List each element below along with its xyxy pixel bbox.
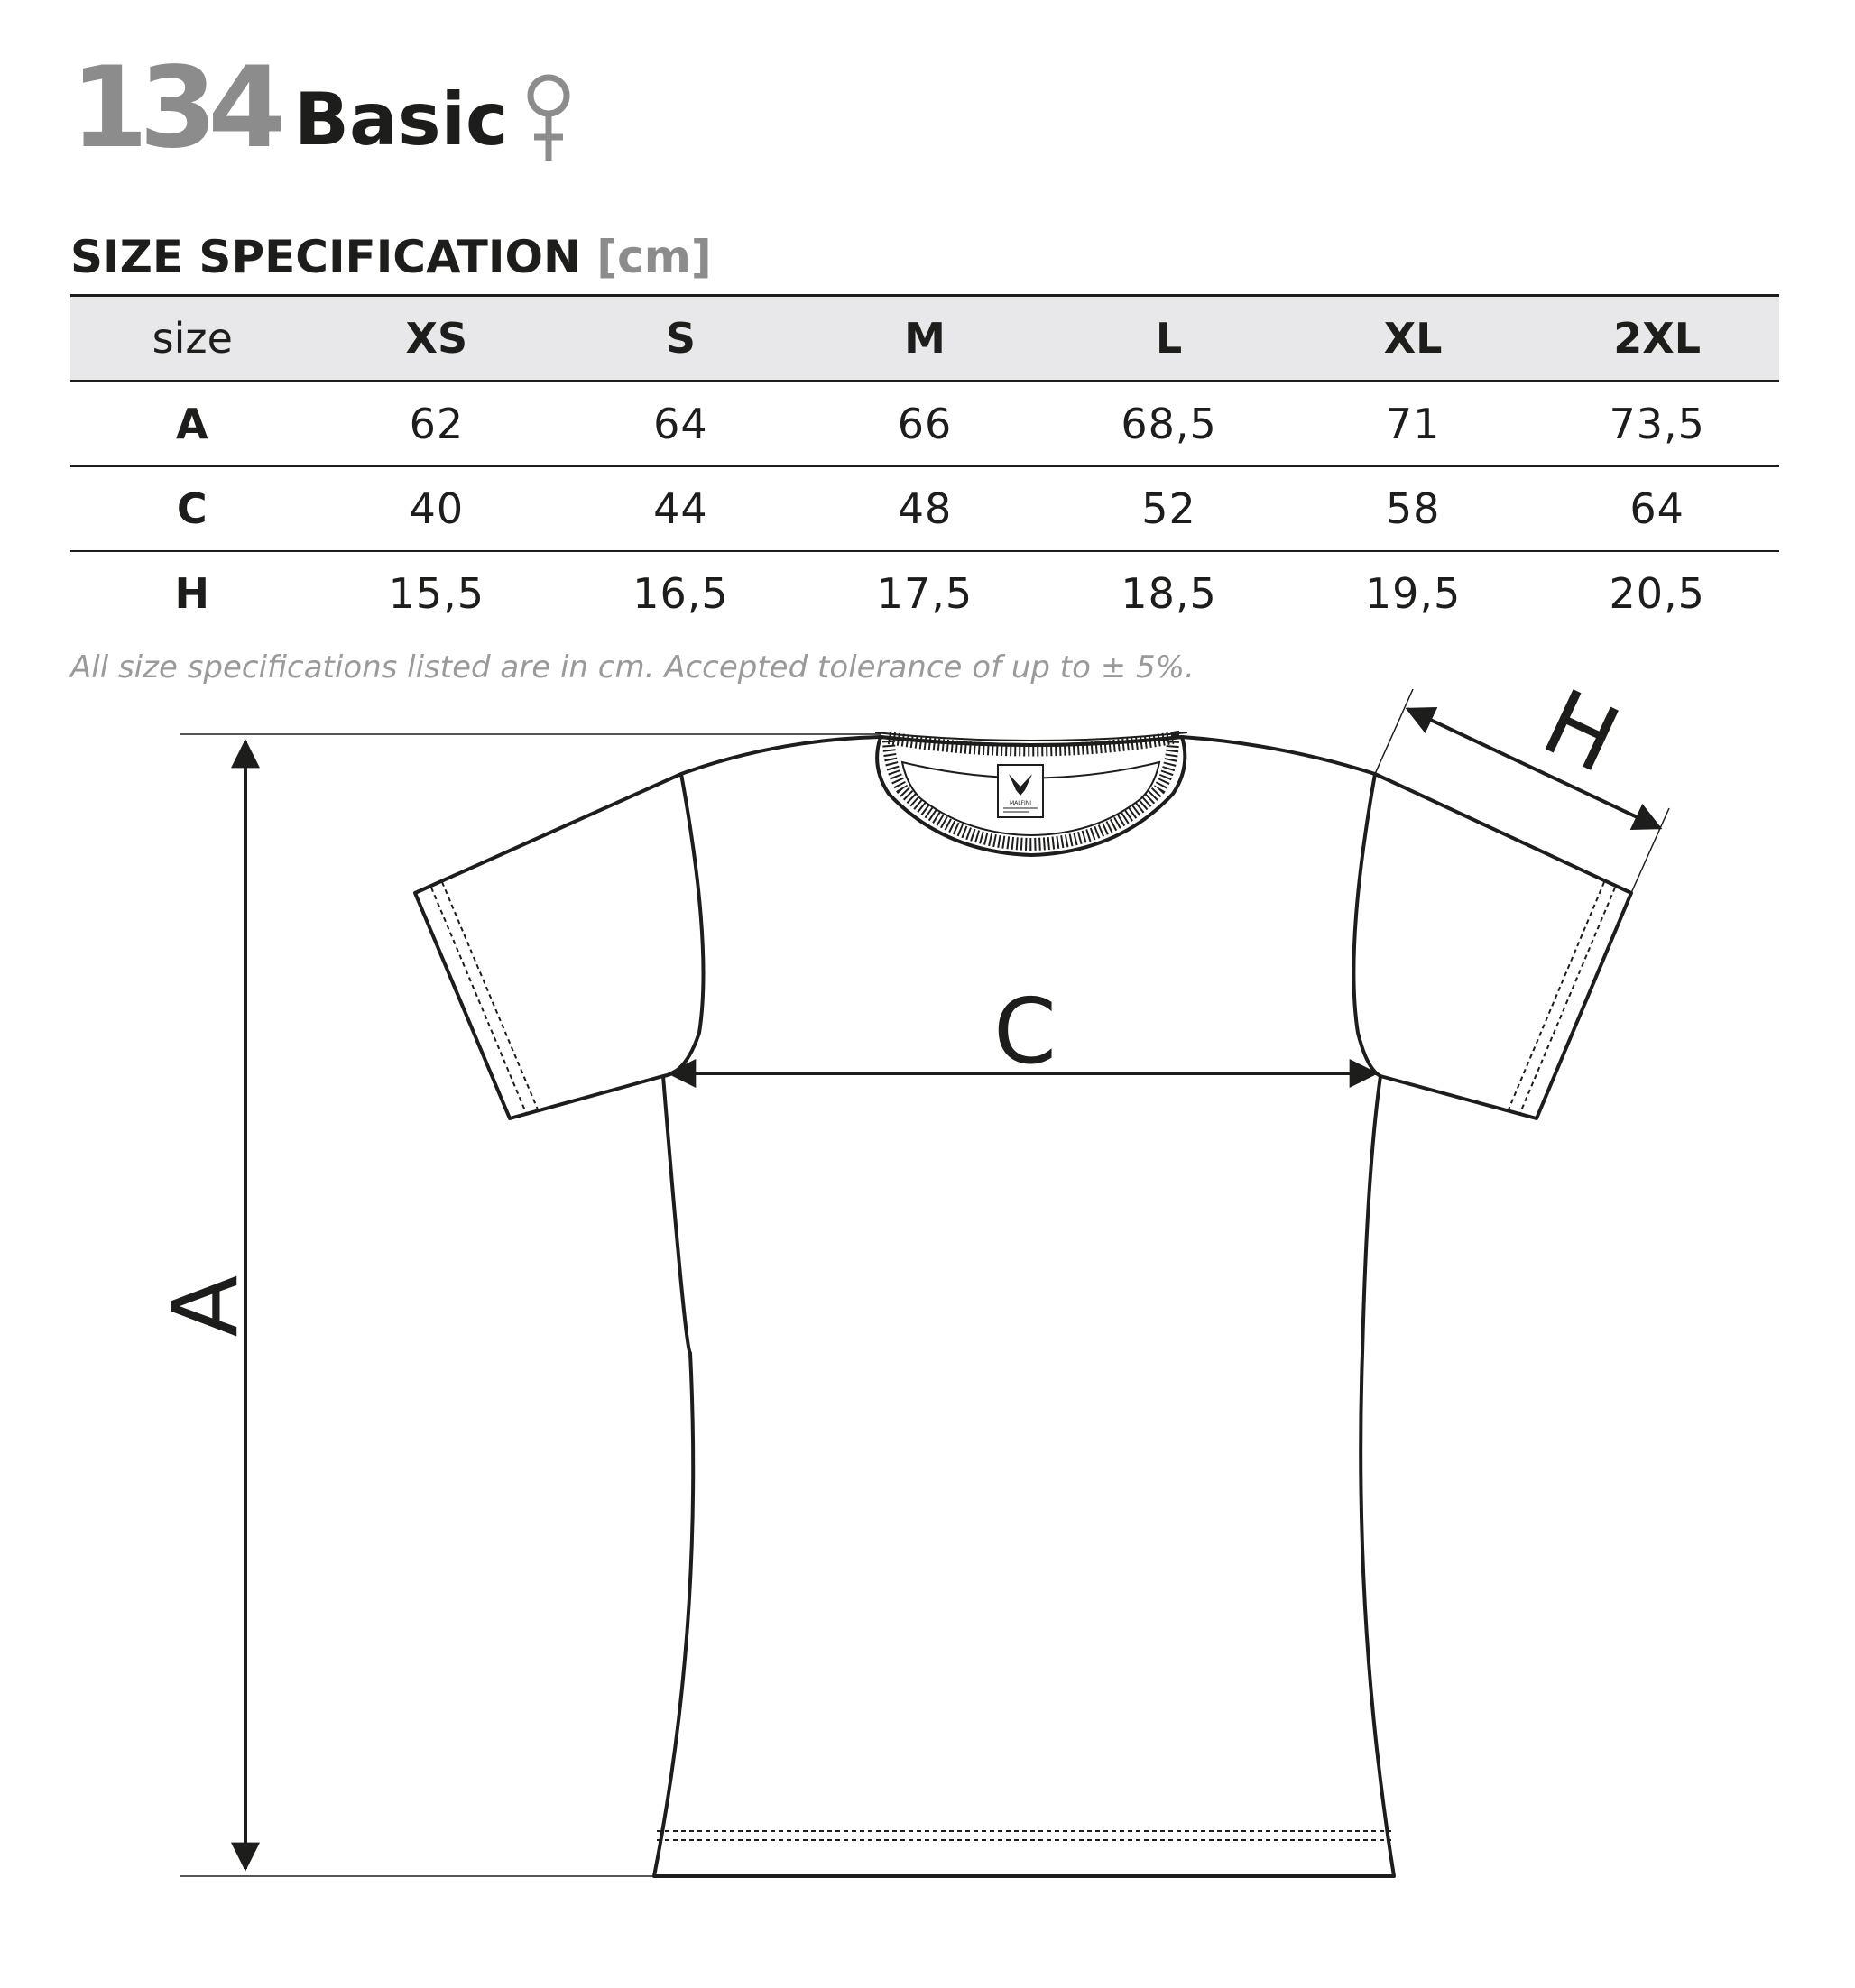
label-c: C (993, 979, 1057, 1084)
neck-label-text: MALFINI (1009, 800, 1032, 806)
table-cell: 18,5 (1121, 569, 1217, 618)
model-number: 134 (70, 43, 277, 173)
table-cell: 40 (409, 484, 465, 533)
size-col-2xl: 2XL (1613, 314, 1702, 363)
table-cell: 68,5 (1121, 400, 1217, 448)
table-cell: 66 (897, 400, 953, 448)
size-col-s: S (665, 314, 696, 363)
hem-stitching (657, 1831, 1391, 1840)
dimension-h (1375, 689, 1669, 893)
label-a: A (152, 1275, 258, 1338)
table-cell: 44 (653, 484, 708, 533)
size-col-l: L (1155, 314, 1183, 363)
size-col-m: M (904, 314, 946, 363)
table-cell: 48 (897, 484, 953, 533)
row-label-a: A (175, 400, 209, 448)
spec-title: SIZE SPECIFICATION (70, 231, 581, 283)
model-name: Basic (294, 78, 509, 161)
table-cell: 64 (653, 400, 708, 448)
table-cell: 71 (1385, 400, 1441, 448)
table-cell: 73,5 (1609, 400, 1705, 448)
label-h: H (1527, 668, 1635, 794)
table-cell: 16,5 (632, 569, 729, 618)
size-row-header: size (152, 314, 233, 363)
tshirt-outline (415, 737, 1631, 1876)
spec-unit: [cm] (596, 231, 712, 283)
table-cell: 64 (1629, 484, 1684, 533)
size-col-xl: XL (1383, 314, 1443, 363)
table-cell: 52 (1141, 484, 1196, 533)
table-cell: 17,5 (876, 569, 974, 618)
table-cell: 15,5 (388, 569, 485, 618)
size-col-xs: XS (405, 314, 468, 363)
table-cell: 58 (1385, 484, 1441, 533)
table-cell: 19,5 (1364, 569, 1462, 618)
row-label-h: H (174, 569, 211, 618)
row-label-c: C (176, 484, 208, 533)
tolerance-note: All size specifications listed are in cm. Accepted tolerance of up to ± 5%. (70, 649, 1195, 686)
table-cell: 62 (409, 400, 465, 448)
dimension-a (180, 734, 881, 1876)
neck-label (998, 765, 1043, 817)
table-cell: 20,5 (1609, 569, 1705, 618)
